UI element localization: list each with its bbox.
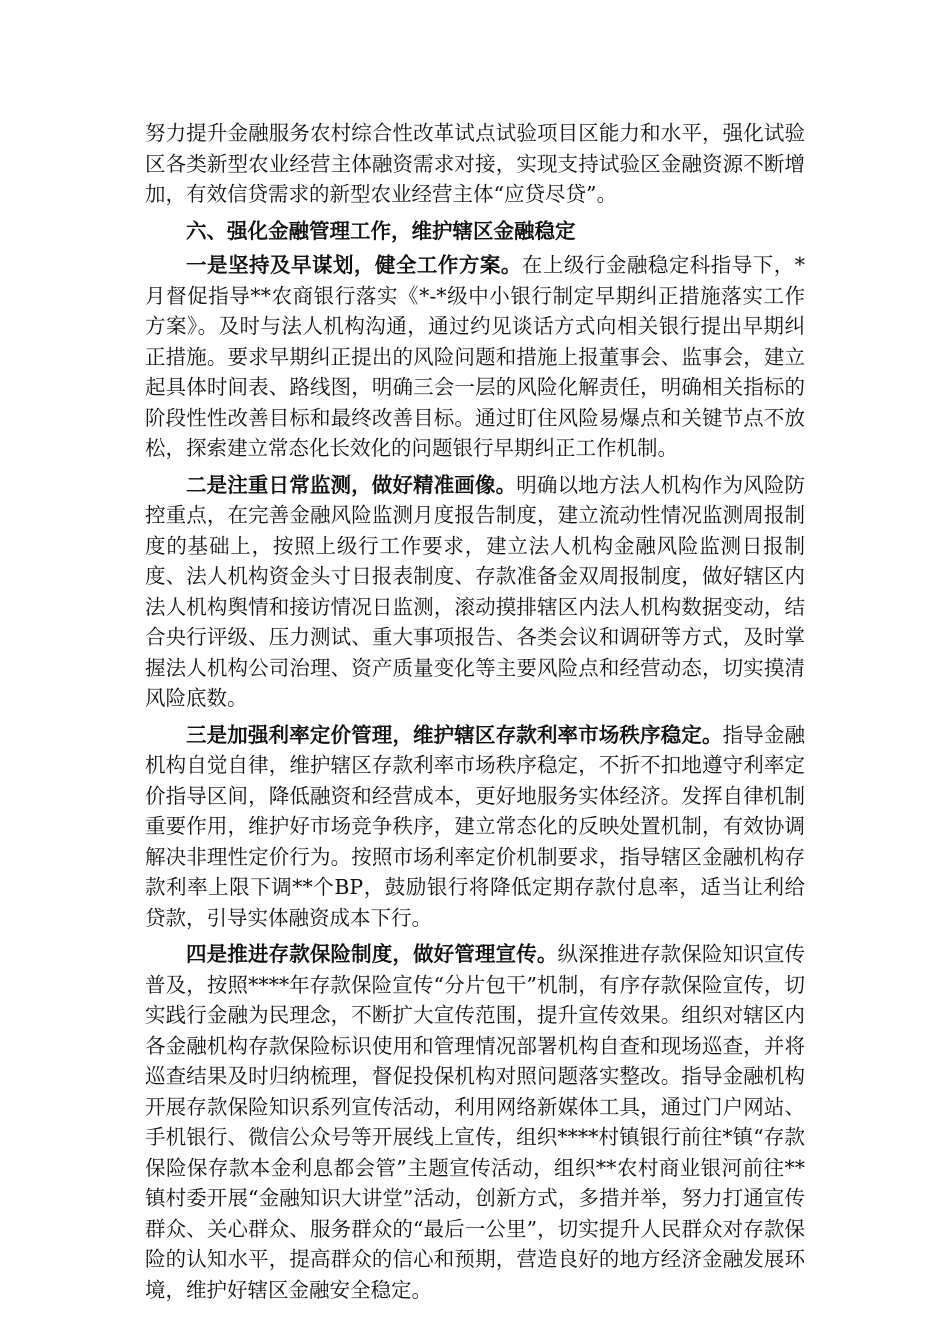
paragraph-3-lead: 三是加强利率定价管理，维护辖区存款利率市场秩序稳定。 (186, 722, 723, 747)
document-body (145, 118, 805, 1311)
paragraph-1-lead: 一是坚持及早谋划，健全工作方案。 (186, 253, 522, 277)
paragraph-3 (145, 720, 805, 934)
paragraph-4-lead: 四是推进存款保险制度，做好管理宣传。 (186, 942, 558, 966)
paragraph-3-body: 指导金融机构自觉自律，维护辖区存款利率市场秩序稳定，不折不扣地遵守利率定价指导区间，降低融资和经营成本，更好地服务实体经济。发挥自律机制重要作用，维护好市场竞争秩序，建立常态化的反映处置机制，有效协调解决非理性定价行为。按照市场利率定价机制要求，指导辖区金融机构存款利率上限下调**个BP，鼓励银行将降低定期存款付息率，适当让利给贷款，引导实体融资成本下行。 (145, 722, 806, 930)
paragraph-4 (145, 939, 805, 1305)
paragraph-2-lead: 二是注重日常监测，做好精准画像。 (186, 472, 517, 497)
paragraph-1-body: 在上级行金融稳定科指导下，*月督促指导**农商银行落实《*-*级中小银行制定早期纠正措施落实工作方案》。及时与法人机构沟通，通过约见谈话方式向相关银行提出早期纠正措施。要求早期纠正提出的风险问题和措施上报董事会、监事会，建立起具体时间表、路线图，明确三会一层的风险化解责任，明确相关指标的阶段性性改善目标和最终改善目标。通过盯住风险易爆点和关键节点不放松，探索建立常态化长效化的问题银行早期纠正工作机制。 (145, 253, 806, 460)
paragraph-2-body: 明确以地方法人机构作为风险防控重点，在完善金融风险监测月度报告制度，建立流动性情况监测周报制度的基础上，按照上级行工作要求，建立法人机构金融风险监测日报制度、法人机构资金头寸日报表制度、存款准备金双周报制度，做好辖区内法人机构舆情和接访情况日监测，滚动摸排辖区内法人机构数据变动，结合央行评级、压力测试、重大事项报告、各类会议和调研等方式，及时掌握法人机构公司治理、资产质量变化等主要风险点和经营动态，切实摸清风险底数。 (145, 472, 806, 710)
intro-paragraph: 努力提升金融服务农村综合性改革试点试验项目区能力和水平，强化试验区各类新型农业经营主体融资需求对接，实现支持试验区金融资源不断增加，有效信贷需求的新型农业经营主体“应贷尽贷”。 (145, 121, 805, 206)
section-heading: 六、强化金融管理工作，维护辖区金融稳定 (186, 218, 576, 243)
paragraph-2 (145, 470, 805, 714)
paragraph-4-body: 纵深推进存款保险知识宣传普及，按照****年存款保险宣传“分片包干”机制，有序存款保险宣传，切实践行金融为民理念，不断扩大宣传范围，提升宣传效果。组织对辖区内各金融机构存款保险标识使用和管理情况部署机构自查和现场巡查，并将巡查结果及时归纳梳理，督促投保机构对照问题落实整改。指导金融机构开展存款保险知识系列宣传活动，利用网络新媒体工具，通过门户网站、手机银行、微信公众号等开展线上宣传，组织****村镇银行前往*镇“存款保险保存款本金利息都会管”主题宣传活动，组织**农村商业银河前往**镇村委开展“金融知识大讲堂”活动，创新方式，多措并举，努力打通宣传群众、关心群众、服务群众的“最后一公里”，切实提升人民群众对存款保险的认知水平，提高群众的信心和预期，营造良好的地方经济金融发展环境，维护好辖区金融安全稳定。 (145, 942, 806, 1302)
paragraph-1 (145, 250, 805, 464)
